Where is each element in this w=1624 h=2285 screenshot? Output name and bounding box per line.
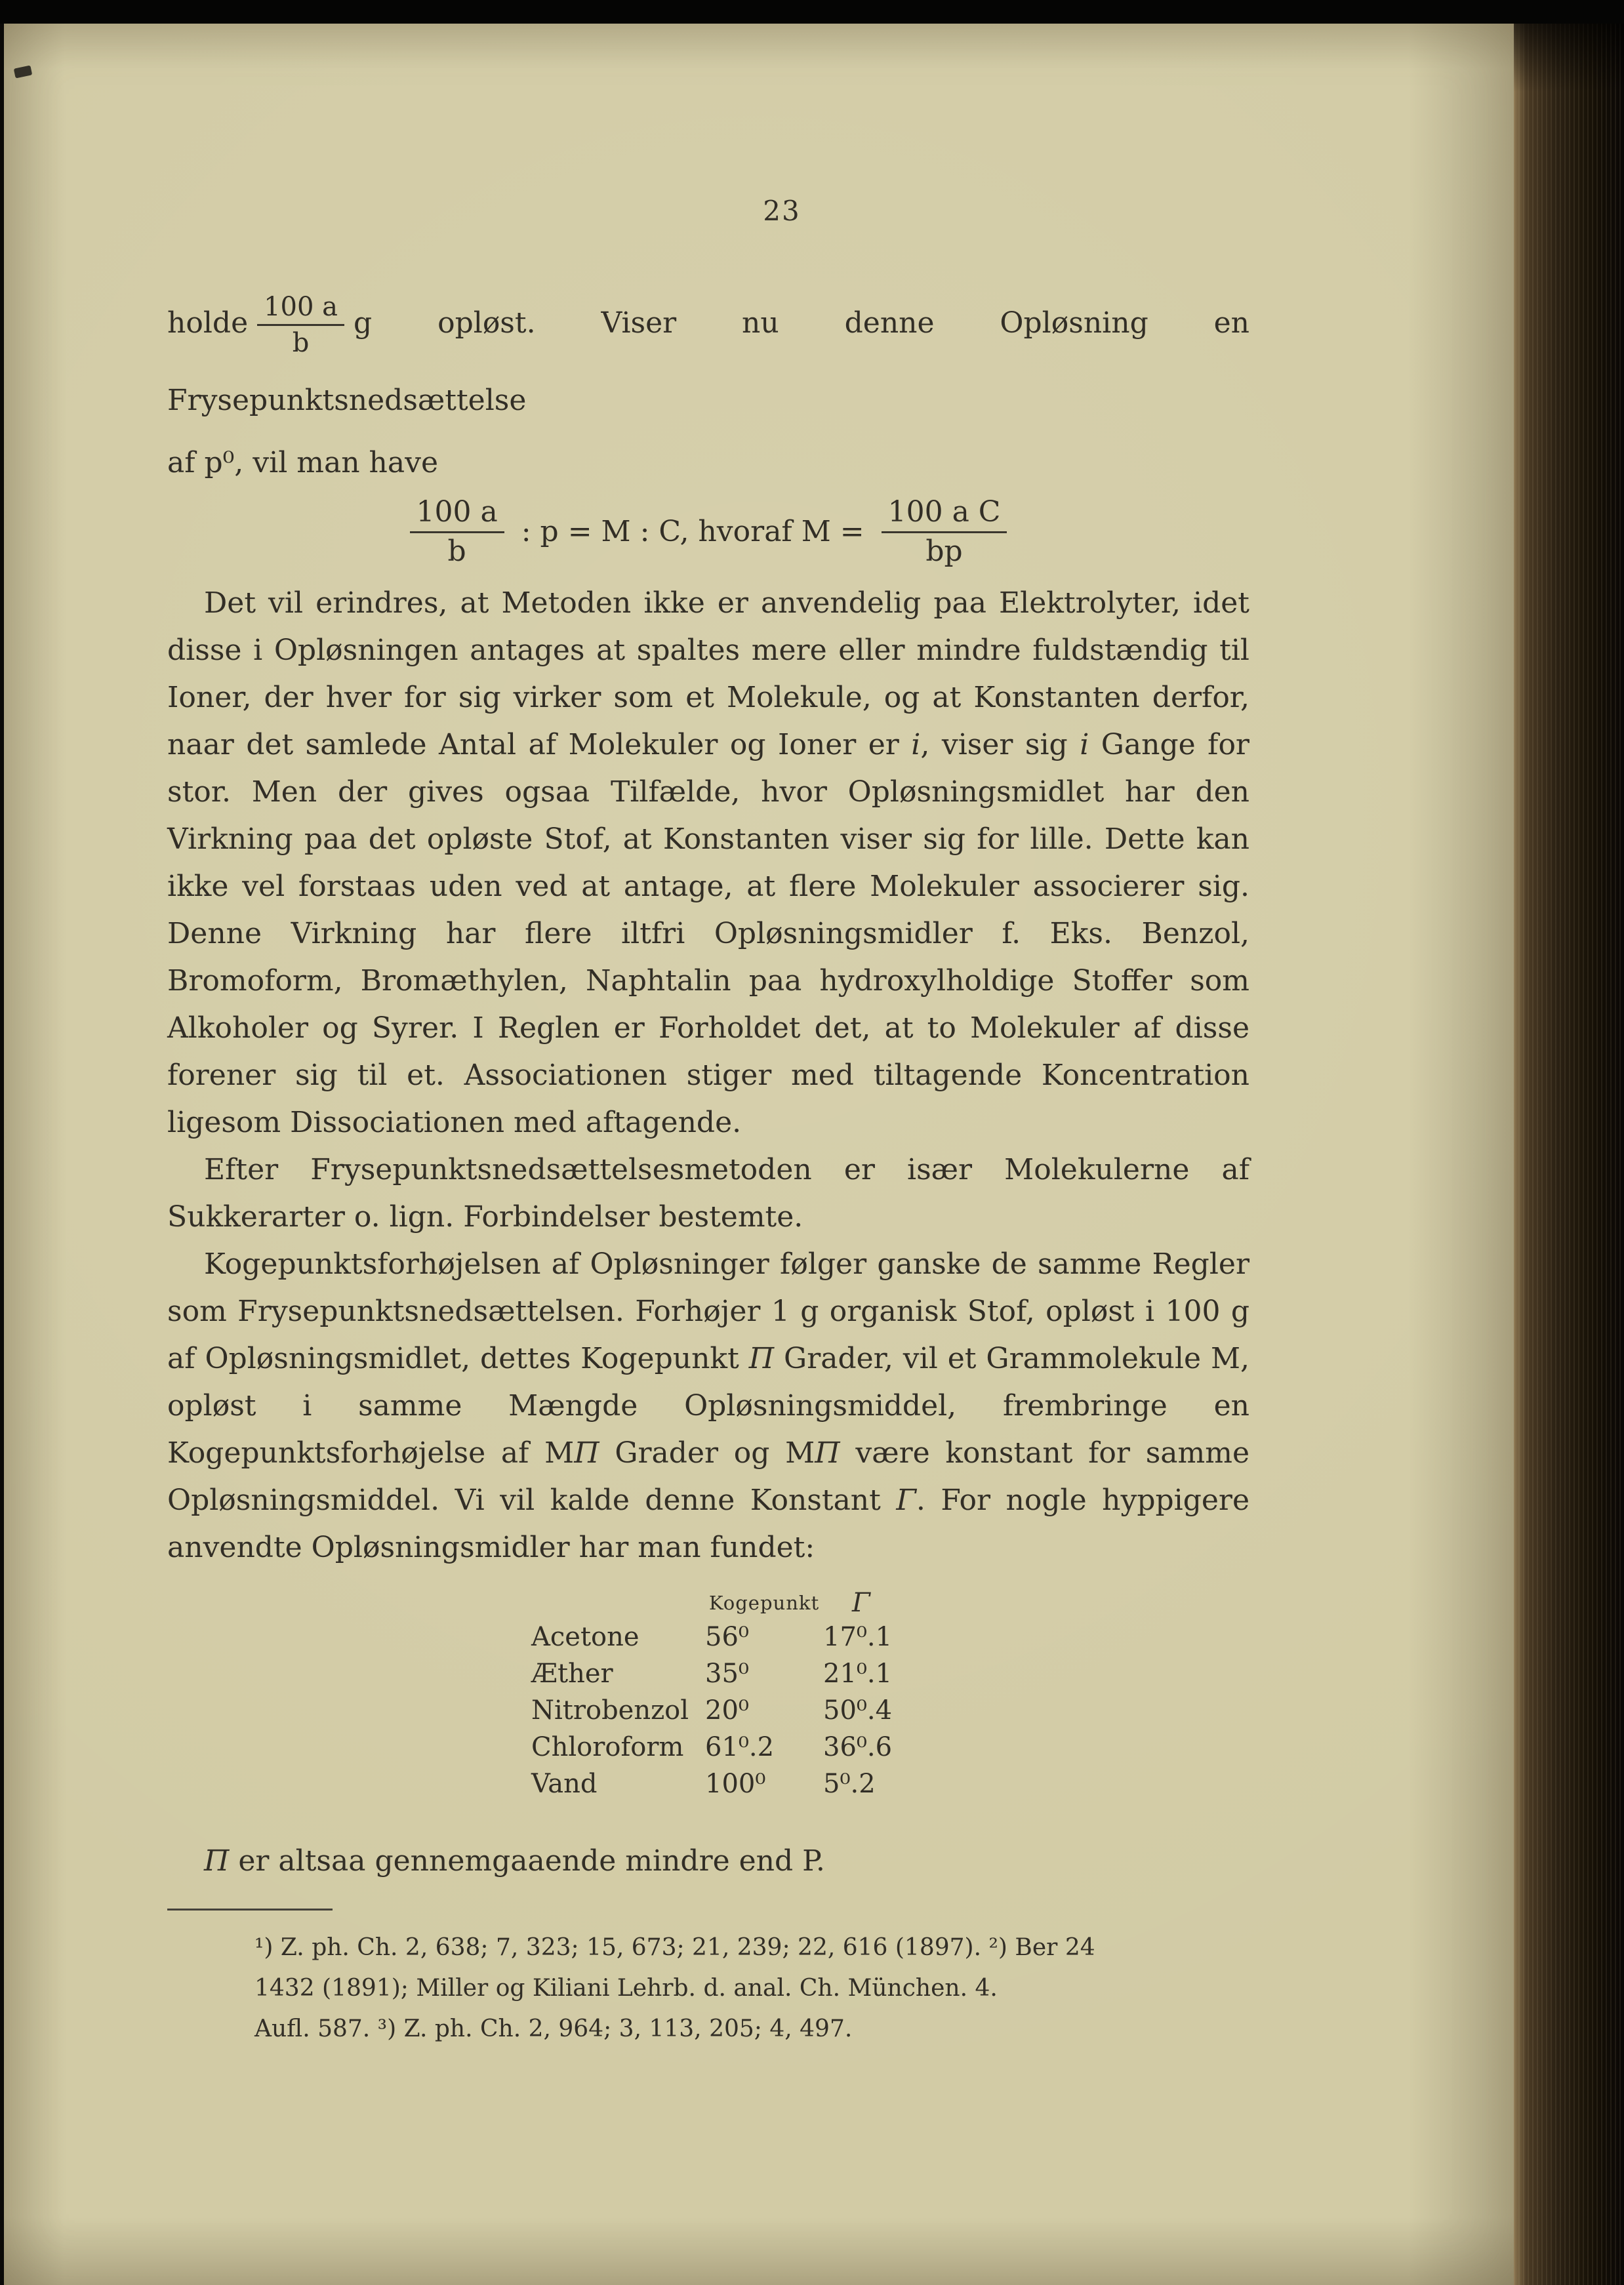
paragraph-electrolytes [167, 580, 1249, 1146]
paragraph-text: . For nogle hyppigere anvendte Opløsningsmidler har man fundet: [167, 1484, 1250, 1565]
paragraph-text: Det vil erindres, at Metoden ikke er anvendelig paa Elektrolyter, idet disse i Opløsningen antages at spaltes mere eller mindre fuldstændig til Ioner, der hver for sig virker som et Molekule, og at Konstanten derfor, naar det samlede Antal af Molekuler og Ioner er [167, 586, 1249, 762]
gamma-value: 36⁰.6 [823, 1732, 893, 1763]
formula-fraction-left [410, 496, 504, 568]
boiling-point-value: 100⁰ [705, 1769, 766, 1800]
closing-line [167, 1838, 1249, 1885]
fraction-denominator: b [447, 534, 466, 568]
paragraph-text: Grader, vil et Grammolekule M, opløst i samme Mængde Opløsningsmiddel, frembringe en Kogepunktsforhøjelse af M [167, 1342, 1249, 1470]
solvent-name: Chloroform [531, 1732, 684, 1763]
italic-variable-i: i [1080, 728, 1089, 762]
footnote-line: 1432 (1891); Miller og Kiliani Lehrb. d. anal. Ch. München. 4. [254, 1975, 998, 2002]
boiling-point-value: 20⁰ [705, 1695, 749, 1726]
intro-line [167, 285, 1249, 439]
closing-text: er altsaa gennemgaaende mindre end P. [229, 1844, 825, 1878]
formula-middle-text: : p = M : C, hvoraf M = [521, 514, 864, 548]
formula-fraction-right [882, 496, 1007, 568]
paragraph-text: , viser sig [920, 728, 1080, 762]
symbol-pi: Π [204, 1844, 230, 1878]
paragraph-boiling-elevation [167, 1241, 1249, 1571]
footnotes-block [254, 1928, 1249, 2050]
boiling-point-value: 61⁰.2 [705, 1732, 775, 1763]
page-content [167, 195, 1249, 2050]
intro-line-2: af p⁰, vil man have [167, 446, 439, 479]
footnote-rule [167, 1909, 333, 1911]
display-formula [167, 496, 1249, 568]
paragraph-text: Gange for stor. Men der gives ogsaa Tilfælde, hvor Opløsningsmidlet har den Virkning paa det opløste Stof, at Konstanten viser sig for lille. Dette kan ikke vel forstaas uden ved at antage, at flere Molekuler associerer sig. Denne Virkning har flere iltfri Opløsningsmidler f. Eks. Benzol, Bromoform, Bromæthylen, Naphtalin paa hydroxylholdige Stoffer som Alkoholer og Syrer. I Reglen er Forholdet det, at to Molekuler af disse forener sig til et. Associationen stiger med tiltagende Koncentration ligesom Dissociationen med aftagende. [167, 728, 1249, 1140]
gamma-value: 17⁰.1 [823, 1622, 893, 1653]
inline-fraction [257, 292, 344, 358]
boiling-point-value: 35⁰ [705, 1659, 749, 1689]
solvent-name: Acetone [531, 1622, 639, 1653]
fraction-denominator: b [292, 328, 310, 358]
fraction-numerator: 100 a C [882, 496, 1007, 533]
table-header-row [531, 1588, 1249, 1617]
table-row [531, 1766, 1249, 1802]
paragraph-text: Grader og M [599, 1436, 815, 1470]
book-page [4, 24, 1514, 2285]
book-cover-top-edge [0, 0, 1624, 24]
table-row [531, 1729, 1249, 1766]
paragraph-freezing-method: Efter Frysepunktsnedsættelsesmetoden er især Molekulerne af Sukkerarter o. lign. Forbindelser bestemte. [167, 1153, 1249, 1234]
table-row [531, 1655, 1249, 1692]
fraction-numerator: 100 a [257, 292, 344, 326]
solvent-name: Nitrobenzol [531, 1695, 689, 1726]
symbol-pi: Π [574, 1436, 599, 1470]
table-header-kogepunkt: Kogepunkt [708, 1592, 820, 1615]
table-header-gamma: Γ [852, 1588, 870, 1619]
gamma-value: 21⁰.1 [823, 1659, 893, 1689]
table-header-empty [531, 1588, 705, 1617]
boiling-point-value: 56⁰ [705, 1622, 749, 1653]
fraction-numerator: 100 a [410, 496, 504, 533]
symbol-pi: Π [815, 1436, 840, 1470]
symbol-pi: Π [748, 1342, 775, 1376]
table-row [531, 1692, 1249, 1729]
boiling-point-table [531, 1588, 1249, 1802]
footnote-line: Aufl. 587. ³) Z. ph. Ch. 2, 964; 3, 113, 205; 4, 497. [254, 2015, 853, 2043]
page-number: 23 [763, 195, 801, 227]
fraction-denominator: bp [925, 534, 963, 568]
solvent-name: Vand [531, 1769, 598, 1800]
solvent-name: Æther [531, 1659, 613, 1689]
intro-text-pre: holde [167, 306, 249, 340]
paragraph-text: være konstant for samme Opløsningsmiddel. Vi vil kalde denne Konstant [167, 1436, 1250, 1518]
gamma-value: 5⁰.2 [823, 1769, 876, 1800]
footnote-line: ¹) Z. ph. Ch. 2, 638; 7, 323; 15, 673; 21, 239; 22, 616 (1897). ²) Ber 24 [254, 1934, 1095, 1962]
paragraph-text: Kogepunktsforhøjelsen af Opløsninger følger ganske de samme Regler som Frysepunktsnedsættelsen. Forhøjer 1 g organisk Stof, opløst i 100 g af Opløsningsmidlet, dettes Kogepunkt [167, 1247, 1249, 1376]
italic-variable-i: i [911, 728, 921, 762]
table-row [531, 1619, 1249, 1655]
intro-text-post: g opløst. Viser nu denne Opløsning en Frysepunktsnedsættelse [167, 306, 1249, 417]
symbol-gamma: Γ [896, 1484, 916, 1518]
book-cover-edge [1514, 0, 1624, 2285]
gamma-value: 50⁰.4 [823, 1695, 893, 1726]
